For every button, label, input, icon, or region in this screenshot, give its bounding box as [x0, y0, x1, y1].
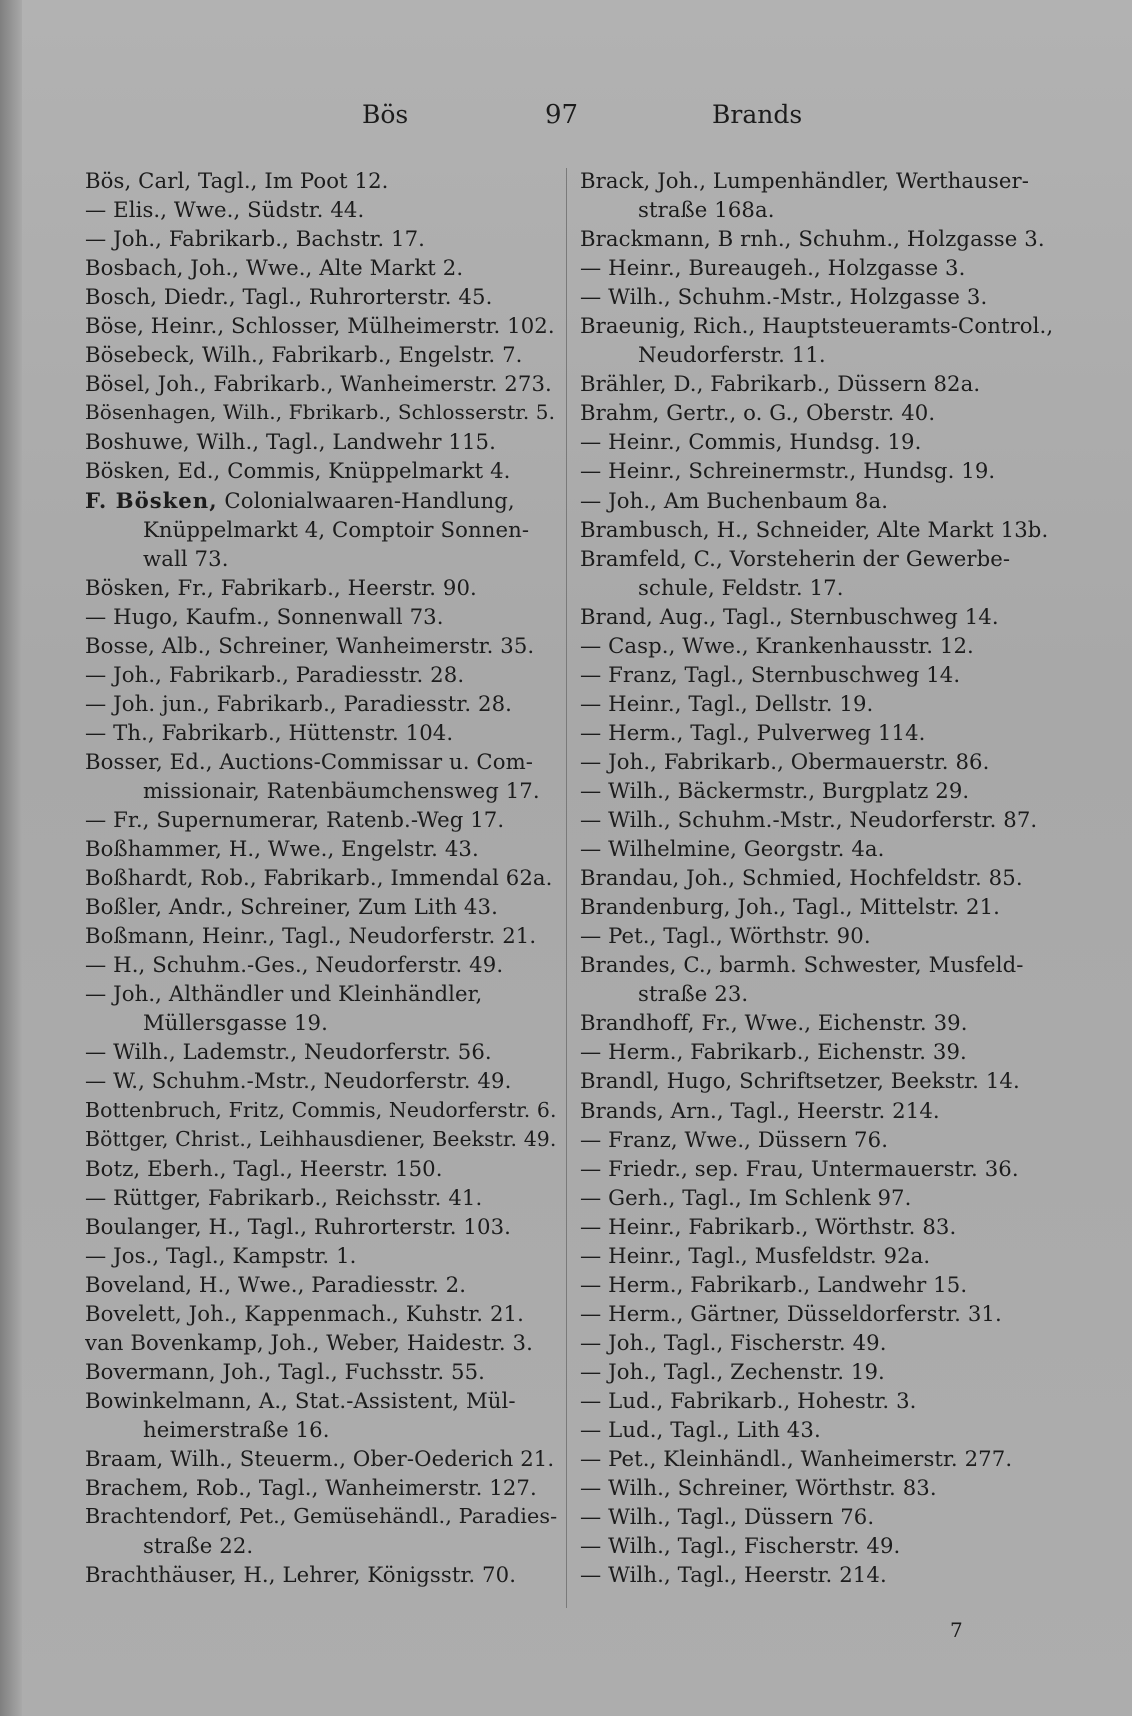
entry-text: — Joh., Fabrikarb., Obermauerstr. 86.	[580, 748, 990, 774]
directory-entry-line	[580, 921, 1060, 950]
entry-text: — Hugo, Kaufm., Sonnenwall 73.	[85, 603, 444, 629]
entry-text: Colonialwaaren-Handlung,	[217, 487, 515, 513]
entry-text: — Jos., Tagl., Kampstr. 1.	[85, 1242, 357, 1268]
entry-text: Brandau, Joh., Schmied, Hochfeldstr. 85.	[580, 865, 1023, 891]
entry-text: straße 168a.	[638, 197, 775, 223]
directory-entry-line	[85, 1473, 558, 1502]
entry-text: — Herm., Fabrikarb., Eichenstr. 39.	[580, 1039, 967, 1065]
entry-text: — Heinr., Tagl., Dellstr. 19.	[580, 690, 874, 716]
entry-text: Brambusch, H., Schneider, Alte Markt 13b.	[580, 516, 1049, 542]
header-right-keyword: Brands	[712, 100, 803, 129]
directory-entry-line	[85, 776, 558, 805]
directory-entry-line	[85, 195, 558, 224]
directory-entry-line	[85, 1415, 558, 1444]
entry-text: Bosse, Alb., Schreiner, Wanheimerstr. 35.	[85, 632, 535, 658]
directory-entry-line	[85, 747, 558, 776]
directory-entry-line	[85, 486, 558, 515]
directory-entry-line	[580, 1096, 1060, 1125]
directory-entry-line	[580, 1415, 1060, 1444]
entry-text: — Wilhelmine, Georgstr. 4a.	[580, 836, 885, 862]
directory-entry-line	[85, 950, 558, 979]
directory-entry-line	[85, 1444, 558, 1473]
directory-entry-line	[580, 1125, 1060, 1154]
entry-text: — Heinr., Bureaugeh., Holzgasse 3.	[580, 255, 966, 281]
directory-entry-line	[580, 1212, 1060, 1241]
directory-entry-line	[85, 1125, 558, 1154]
directory-entry-line	[85, 1183, 558, 1212]
directory-entry-line	[580, 282, 1060, 311]
directory-entry-line	[85, 427, 558, 456]
entry-text: — Joh., Tagl., Zechenstr. 19.	[580, 1358, 885, 1384]
directory-entry-line	[85, 544, 558, 573]
directory-entry-line	[580, 369, 1060, 398]
directory-entry-line	[580, 456, 1060, 485]
entry-text: — Fr., Supernumerar, Ratenb.-Weg 17.	[85, 807, 505, 833]
entry-text: Brand, Aug., Tagl., Sternbuschweg 14.	[580, 603, 999, 629]
signature-mark: 7	[950, 1618, 963, 1642]
entry-text: — Herm., Fabrikarb., Landwehr 15.	[580, 1271, 968, 1297]
entry-text: — H., Schuhm.-Ges., Neudorferstr. 49.	[85, 952, 504, 978]
directory-entry-line	[580, 515, 1060, 544]
entry-text: Boshuwe, Wilh., Tagl., Landwehr 115.	[85, 429, 496, 455]
entry-text: Brähler, D., Fabrikarb., Düssern 82a.	[580, 371, 981, 397]
entry-text: — Rüttger, Fabrikarb., Reichsstr. 41.	[85, 1184, 483, 1210]
entry-text: Brandl, Hugo, Schriftsetzer, Beekstr. 14.	[580, 1068, 1020, 1094]
directory-entry-line	[85, 1502, 558, 1531]
entry-text: Braeunig, Rich., Hauptsteueramts-Control.,	[580, 313, 1054, 339]
entry-text: — Wilh., Tagl., Düssern 76.	[580, 1504, 875, 1530]
entry-text: Bös, Carl, Tagl., Im Poot 12.	[85, 168, 389, 193]
directory-entry-line	[580, 950, 1060, 979]
directory-entry-line	[85, 311, 558, 340]
entry-text: — Franz, Wwe., Düssern 76.	[580, 1126, 889, 1152]
directory-entry-line	[85, 398, 558, 427]
directory-entry-line	[580, 398, 1060, 427]
directory-entry-line	[85, 253, 558, 282]
entry-text: — Franz, Tagl., Sternbuschweg 14.	[580, 661, 961, 687]
directory-entry-line	[580, 1328, 1060, 1357]
entry-text: straße 23.	[638, 981, 749, 1007]
directory-entry-line	[85, 1066, 558, 1095]
entry-text: — Joh., Tagl., Fischerstr. 49.	[580, 1329, 887, 1355]
directory-entry-line	[580, 1037, 1060, 1066]
directory-entry-line	[580, 253, 1060, 282]
entry-text: Brachtendorf, Pet., Gemüsehändl., Paradies-	[85, 1504, 558, 1529]
entry-text: Boßmann, Heinr., Tagl., Neudorferstr. 21.	[85, 923, 537, 949]
entry-text: Bovelett, Joh., Kappenmach., Kuhstr. 21.	[85, 1300, 524, 1326]
directory-entry-line	[580, 1154, 1060, 1183]
directory-entry-line	[85, 1560, 558, 1589]
entry-text: — Joh., Am Buchenbaum 8a.	[580, 487, 889, 513]
entry-text: Boßhammer, H., Wwe., Engelstr. 43.	[85, 836, 479, 862]
entry-text: van Bovenkamp, Joh., Weber, Haidestr. 3.	[85, 1329, 533, 1355]
directory-entry-line	[85, 660, 558, 689]
entry-text: Bosser, Ed., Auctions-Commissar u. Com-	[85, 748, 534, 774]
entry-text: heimerstraße 16.	[143, 1417, 330, 1443]
directory-entry-line	[580, 311, 1060, 340]
directory-entry-line	[85, 340, 558, 369]
directory-entry-line	[580, 660, 1060, 689]
directory-entry-line	[580, 892, 1060, 921]
entry-text: Botz, Eberh., Tagl., Heerstr. 150.	[85, 1155, 443, 1181]
directory-entry-line	[580, 979, 1060, 1008]
directory-entry-line	[85, 1328, 558, 1357]
entry-text: — Pet., Kleinhändl., Wanheimerstr. 277.	[580, 1446, 1013, 1472]
directory-entry-line	[85, 1270, 558, 1299]
bold-business-name: F. Bösken,	[85, 487, 218, 513]
entry-text: straße 22.	[143, 1533, 254, 1559]
directory-entry-line	[85, 1241, 558, 1270]
directory-entry-line	[580, 573, 1060, 602]
entry-text: — Joh., Althändler und Kleinhändler,	[85, 981, 483, 1007]
entry-text: missionair, Ratenbäumchensweg 17.	[143, 777, 540, 803]
directory-entry-line	[85, 224, 558, 253]
entry-text: Bovermann, Joh., Tagl., Fuchsstr. 55.	[85, 1358, 485, 1384]
entry-text: — Th., Fabrikarb., Hüttenstr. 104.	[85, 719, 454, 745]
entry-text: — Wilh., Schuhm.-Mstr., Neudorferstr. 87.	[580, 807, 1038, 833]
directory-entry-line	[85, 921, 558, 950]
directory-entry-line	[580, 1357, 1060, 1386]
entry-text: Bowinkelmann, A., Stat.-Assistent, Mül-	[85, 1387, 516, 1413]
entry-text: — Friedr., sep. Frau, Untermauerstr. 36.	[580, 1155, 1019, 1181]
entry-text: Bosbach, Joh., Wwe., Alte Markt 2.	[85, 255, 464, 281]
directory-entry-line	[580, 1560, 1060, 1589]
directory-entry-line	[85, 573, 558, 602]
entry-text: Bösenhagen, Wilh., Fbrikarb., Schlosserstr. 5.	[85, 400, 556, 425]
directory-entry-line	[580, 427, 1060, 456]
left-column	[85, 166, 558, 1616]
directory-entry-line	[580, 747, 1060, 776]
entry-text: schule, Feldstr. 17.	[638, 574, 844, 600]
entry-text: — Wilh., Lademstr., Neudorferstr. 56.	[85, 1039, 492, 1065]
directory-entry-line	[85, 1154, 558, 1183]
entry-text: wall 73.	[143, 545, 229, 571]
directory-entry-line	[580, 718, 1060, 747]
entry-text: Brandenburg, Joh., Tagl., Mittelstr. 21.	[580, 894, 1001, 920]
directory-entry-line	[85, 1531, 558, 1560]
directory-entry-line	[85, 1096, 558, 1125]
directory-entry-line	[580, 1066, 1060, 1095]
entry-text: Brahm, Gertr., o. G., Oberstr. 40.	[580, 400, 936, 426]
entry-text: Müllersgasse 19.	[143, 1010, 328, 1036]
entry-text: — Joh. jun., Fabrikarb., Paradiesstr. 28.	[85, 690, 512, 716]
entry-text: Brachthäuser, H., Lehrer, Königsstr. 70.	[85, 1562, 517, 1588]
entry-text: Brands, Arn., Tagl., Heerstr. 214.	[580, 1097, 940, 1123]
directory-entry-line	[85, 689, 558, 718]
entry-text: Bosch, Diedr., Tagl., Ruhrorterstr. 45.	[85, 284, 493, 310]
entry-text: — Heinr., Fabrikarb., Wörthstr. 83.	[580, 1213, 957, 1239]
directory-entry-line	[580, 863, 1060, 892]
directory-entry-line	[580, 1270, 1060, 1299]
entry-text: — Joh., Fabrikarb., Bachstr. 17.	[85, 226, 426, 252]
entry-text: — Heinr., Commis, Hundsg. 19.	[580, 429, 922, 455]
entry-text: Brandes, C., barmh. Schwester, Musfeld-	[580, 952, 1024, 978]
directory-entry-line	[580, 166, 1060, 195]
entry-text: Bösken, Fr., Fabrikarb., Heerstr. 90.	[85, 574, 477, 600]
entry-text: — Herm., Gärtner, Düsseldorferstr. 31.	[580, 1300, 1002, 1326]
entry-text: Brack, Joh., Lumpenhändler, Werthauser-	[580, 168, 1029, 193]
directory-entry-line	[580, 1183, 1060, 1212]
directory-entry-line	[85, 282, 558, 311]
page-number: 97	[545, 100, 579, 130]
directory-entry-line	[580, 1008, 1060, 1037]
entry-text: Bösken, Ed., Commis, Knüppelmarkt 4.	[85, 458, 511, 484]
entry-text: — Elis., Wwe., Südstr. 44.	[85, 197, 365, 223]
directory-entry-line	[580, 544, 1060, 573]
directory-entry-line	[85, 892, 558, 921]
directory-entry-line	[85, 1008, 558, 1037]
entry-text: Bramfeld, C., Vorsteherin der Gewerbe-	[580, 545, 1011, 571]
directory-entry-line	[85, 1386, 558, 1415]
directory-entry-line	[85, 1357, 558, 1386]
directory-entry-line	[580, 776, 1060, 805]
directory-entry-line	[85, 369, 558, 398]
entry-text: — Pet., Tagl., Wörthstr. 90.	[580, 923, 871, 949]
directory-entry-line	[580, 834, 1060, 863]
directory-entry-line	[85, 602, 558, 631]
directory-entry-line	[85, 631, 558, 660]
entry-text: Braam, Wilh., Steuerm., Ober-Oederich 21.	[85, 1446, 555, 1472]
entry-text: — W., Schuhm.-Mstr., Neudorferstr. 49.	[85, 1068, 512, 1094]
directory-entry-line	[580, 195, 1060, 224]
directory-entry-line	[580, 224, 1060, 253]
directory-entry-line	[580, 1473, 1060, 1502]
directory-entry-line	[85, 456, 558, 485]
directory-entry-line	[85, 863, 558, 892]
entry-text: — Wilh., Tagl., Heerstr. 214.	[580, 1562, 887, 1588]
entry-text: Knüppelmarkt 4, Comptoir Sonnen-	[143, 516, 530, 542]
entry-text: Bösel, Joh., Fabrikarb., Wanheimerstr. 273.	[85, 371, 552, 397]
directory-entry-line	[85, 718, 558, 747]
entry-text: — Lud., Tagl., Lith 43.	[580, 1417, 821, 1443]
header-left-keyword: Bös	[362, 100, 409, 129]
directory-entry-line	[580, 689, 1060, 718]
entry-text: — Heinr., Schreinermstr., Hundsg. 19.	[580, 458, 996, 484]
directory-entry-line	[580, 602, 1060, 631]
entry-text: — Gerh., Tagl., Im Schlenk 97.	[580, 1184, 912, 1210]
entry-text: Brachem, Rob., Tagl., Wanheimerstr. 127.	[85, 1475, 537, 1501]
directory-entry-line	[85, 1212, 558, 1241]
directory-entry-line	[580, 805, 1060, 834]
entry-text: — Lud., Fabrikarb., Hohestr. 3.	[580, 1387, 917, 1413]
entry-text: Böttger, Christ., Leihhausdiener, Beekstr. 49.	[85, 1126, 557, 1151]
entry-text: Bösebeck, Wilh., Fabrikarb., Engelstr. 7.	[85, 342, 523, 368]
directory-entry-line	[85, 1037, 558, 1066]
entry-text: — Joh., Fabrikarb., Paradiesstr. 28.	[85, 661, 465, 687]
directory-entry-line	[85, 166, 558, 195]
directory-entry-line	[580, 340, 1060, 369]
directory-entry-line	[580, 1531, 1060, 1560]
entry-text: — Herm., Tagl., Pulverweg 114.	[580, 719, 926, 745]
directory-entry-line	[580, 631, 1060, 660]
directory-entry-line	[85, 515, 558, 544]
entry-text: Brandhoff, Fr., Wwe., Eichenstr. 39.	[580, 1010, 968, 1036]
entry-text: Boveland, H., Wwe., Paradiesstr. 2.	[85, 1271, 467, 1297]
entry-text: — Wilh., Schreiner, Wörthstr. 83.	[580, 1475, 937, 1501]
page-header	[80, 100, 1050, 134]
directory-entry-line	[580, 1502, 1060, 1531]
page-edge-shadow	[0, 0, 22, 1716]
entry-text: Bottenbruch, Fritz, Commis, Neudorferstr. 6.	[85, 1097, 557, 1122]
directory-entry-line	[580, 1299, 1060, 1328]
entry-text: Brackmann, B rnh., Schuhm., Holzgasse 3.	[580, 226, 1045, 252]
directory-entry-line	[85, 805, 558, 834]
directory-entry-line	[580, 1241, 1060, 1270]
entry-text: Boulanger, H., Tagl., Ruhrorterstr. 103.	[85, 1213, 512, 1239]
entry-text: — Casp., Wwe., Krankenhausstr. 12.	[580, 632, 974, 658]
entry-text: Boßhardt, Rob., Fabrikarb., Immendal 62a.	[85, 865, 553, 891]
column-divider	[566, 168, 567, 1608]
directory-entry-line	[580, 1444, 1060, 1473]
directory-entry-line	[85, 834, 558, 863]
directory-entry-line	[580, 486, 1060, 515]
entry-text: — Wilh., Bäckermstr., Burgplatz 29.	[580, 777, 970, 803]
entry-text: — Wilh., Schuhm.-Mstr., Holzgasse 3.	[580, 284, 988, 310]
entry-text: — Heinr., Tagl., Musfeldstr. 92a.	[580, 1242, 931, 1268]
right-column	[580, 166, 1060, 1616]
directory-entry-line	[580, 1386, 1060, 1415]
directory-entry-line	[85, 979, 558, 1008]
entry-text: Neudorferstr. 11.	[638, 342, 826, 368]
entry-text: — Wilh., Tagl., Fischerstr. 49.	[580, 1533, 901, 1559]
entry-text: Böse, Heinr., Schlosser, Mülheimerstr. 102.	[85, 313, 555, 339]
entry-text: Boßler, Andr., Schreiner, Zum Lith 43.	[85, 894, 498, 920]
directory-entry-line	[85, 1299, 558, 1328]
